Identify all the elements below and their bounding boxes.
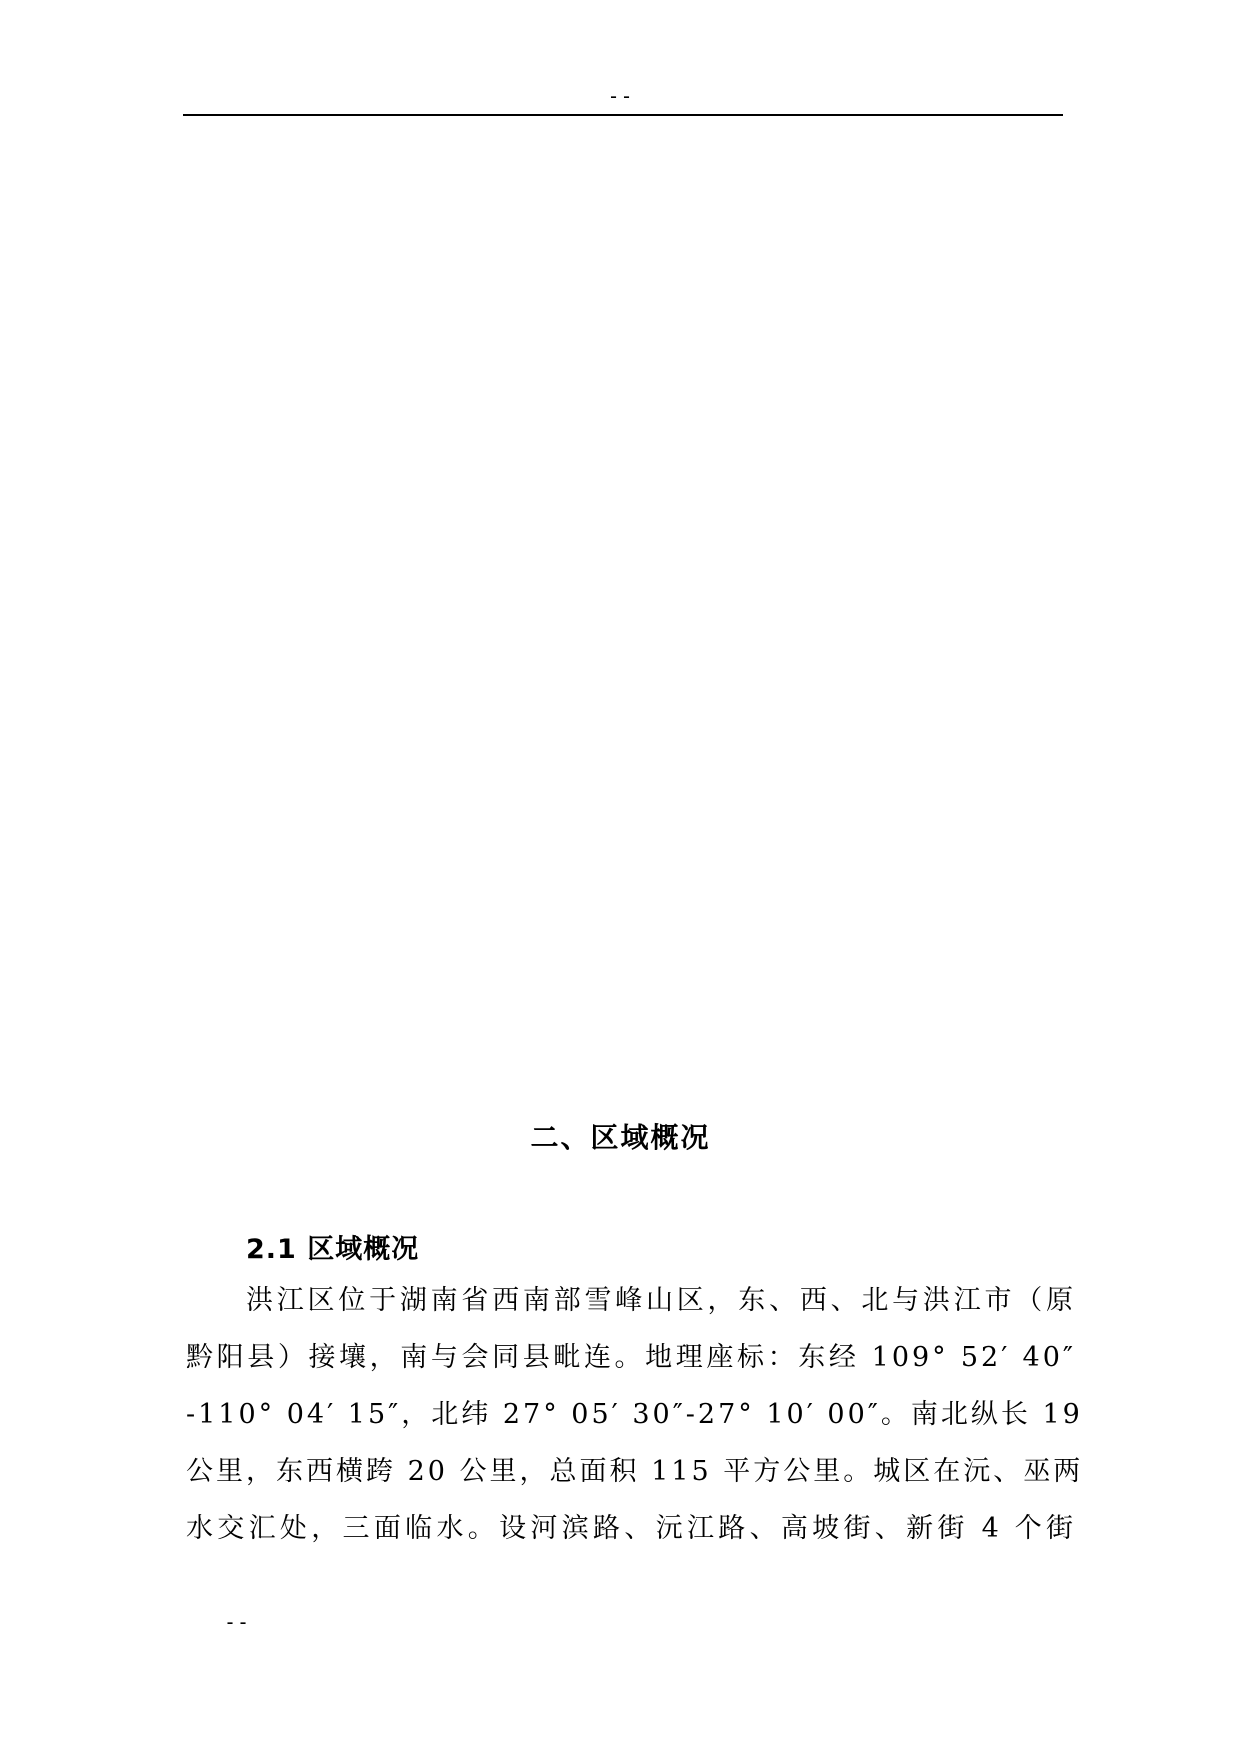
paragraph-line: 公里，东西横跨 20 公里，总面积 115 平方公里。城区在沅、巫两 [186, 1456, 1084, 1487]
paragraph-line: -110° 04′ 15″，北纬 27° 05′ 30″-27° 10′ 00″。南北纵长 19 [186, 1399, 1083, 1430]
paragraph-line: 洪江区位于湖南省西南部雪峰山区，东、西、北与洪江市（原 [246, 1285, 1076, 1316]
paragraph-line: 水交汇处，三面临水。设河滨路、沅江路、高坡街、新街 4 个街 [186, 1513, 1076, 1544]
page-header-mark: -- [607, 84, 634, 108]
paragraph-line: 黔阳县）接壤，南与会同县毗连。地理座标：东经 109° 52′ 40″ [186, 1342, 1076, 1373]
chapter-title: 二、区域概况 [530, 1121, 711, 1154]
page-footer-mark: -- [224, 1610, 251, 1634]
section-heading: 2.1 区域概况 [246, 1234, 420, 1265]
header-rule [183, 114, 1063, 116]
